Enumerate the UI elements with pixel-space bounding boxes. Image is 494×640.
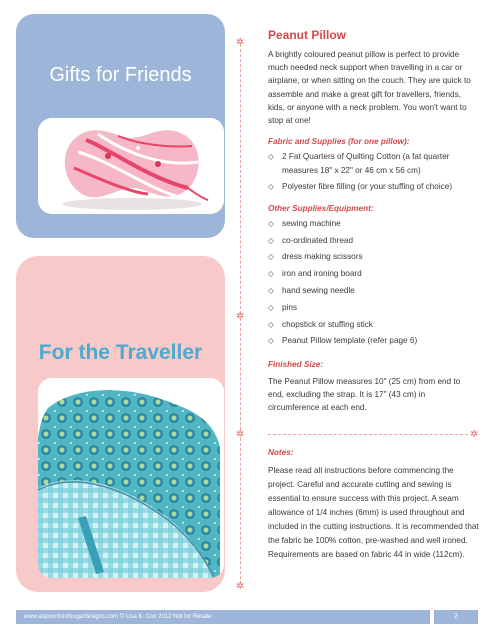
- diamond-bullet-icon: ◇: [268, 235, 274, 245]
- divider-star-icon: ✲: [236, 581, 245, 592]
- teal-peanut-pillow-photo: [38, 378, 224, 578]
- divider-star-icon: ✲: [236, 37, 245, 48]
- intro-paragraph: A brightly coloured peanut pillow is perfect to provide much needed neck support when travelling in a car or airplane, or when sitting on the couch. They are quick to assemble and make a great gift for travellers, friends, kids, or anyone with a neck problem. You won't want to stop at one!: [268, 50, 471, 126]
- notes-section: [268, 446, 480, 570]
- list-item: ◇ sewing machine: [268, 217, 478, 230]
- pink-peanut-pillow-photo: [38, 118, 224, 214]
- horizontal-divider: [268, 434, 468, 435]
- vertical-divider: [240, 44, 241, 314]
- notes-text: Please read all instructions before commencing the project. Careful and accurate cutting and sewing is essential to ensure success with this project. A seam allowance of 1/4 inches (6mm) is used throughout and included in the cutting instructions. It is recommended that the fabric be 100% cotton, pre-washed and well ironed. Requirements are based on fabric 44 in wide (112cm).: [268, 466, 479, 559]
- diamond-bullet-icon: ◇: [268, 286, 274, 296]
- other-supplies-heading: Other Supplies/Equipment:: [268, 203, 374, 213]
- gifts-panel-title: Gifts for Friends: [49, 64, 192, 86]
- pink-pillow-image: [38, 118, 224, 214]
- diamond-bullet-icon: ◇: [268, 152, 274, 162]
- vertical-divider: [240, 438, 241, 584]
- list-item: ◇ pins: [268, 301, 478, 314]
- list-item: ◇ iron and ironing board: [268, 267, 478, 280]
- diamond-bullet-icon: ◇: [268, 336, 274, 346]
- diamond-bullet-icon: ◇: [268, 302, 274, 312]
- finished-size-text: The Peanut Pillow measures 10" (25 cm) from end to end, excluding the strap. It is 17" (43 cm) in circumference at each end.: [268, 376, 461, 413]
- diamond-bullet-icon: ◇: [268, 252, 274, 262]
- list-item: ◇ Peanut Pillow template (refer page 6): [268, 334, 478, 347]
- other-supplies-list: [268, 217, 478, 348]
- page-number: 2: [434, 610, 478, 624]
- gifts-panel: [16, 14, 225, 238]
- list-item: ◇ co-ordinated thread: [268, 234, 478, 247]
- vertical-divider: [240, 318, 241, 430]
- footer-bar: [16, 610, 430, 624]
- diamond-bullet-icon: ◇: [268, 319, 274, 329]
- diamond-bullet-icon: ◇: [268, 218, 274, 228]
- finished-size-heading: Finished Size:: [268, 359, 324, 369]
- list-item: ◇ dress making scissors: [268, 250, 478, 263]
- article-title: Peanut Pillow: [268, 28, 347, 42]
- fabric-list: [268, 150, 478, 193]
- footer-text: www.aspoonfulofsugardesigns.com © Lisa K. Cox 2012 Not for Resale: [24, 614, 212, 620]
- divider-star-icon: ✲: [236, 429, 245, 440]
- fabric-heading: Fabric and Supplies (for one pillow):: [268, 137, 410, 147]
- diamond-bullet-icon: ◇: [268, 269, 274, 279]
- divider-star-icon: ✲: [470, 429, 479, 440]
- teal-pillow-image: [38, 378, 224, 578]
- traveller-panel-title: For the Traveller: [38, 341, 203, 364]
- notes-heading: Notes:: [268, 448, 294, 457]
- article-body: [268, 28, 478, 422]
- list-item: ◇ 2 Fat Quarters of Quilting Cotton (a fat quarter measures 18" x 22" or 46 cm x 56 cm): [268, 152, 450, 175]
- list-item: ◇ chopstick or stuffing stick: [268, 318, 478, 331]
- list-item: ◇ hand sewing needle: [268, 284, 478, 297]
- divider-star-icon: ✲: [236, 311, 245, 322]
- list-item: ◇ Polyester fibre filling (or your stuffing of choice): [268, 180, 478, 193]
- diamond-bullet-icon: ◇: [268, 182, 274, 192]
